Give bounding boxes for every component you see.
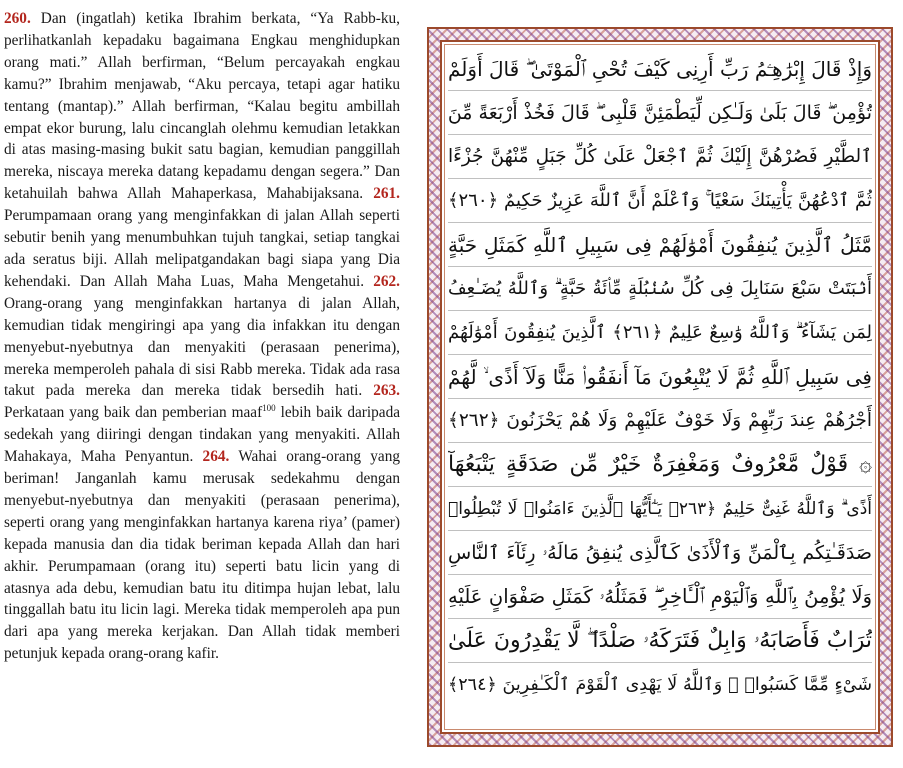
mushaf-line: ۞ قَوْلٌ مَّعْرُوفٌ وَمَغْفِرَةٌ خَيْرٌ مِّن صَدَقَةٍ يَتْبَعُهَآ: [448, 444, 872, 487]
mushaf-line: وَلَا يُؤْمِنُ بِٱللَّهِ وَٱلْيَوْمِ ٱلْـَٔاخِرِ ۖ فَمَثَلُهُۥ كَمَثَلِ صَفْوَانٍ عَلَيْهِ: [448, 576, 872, 619]
verse-text-262: Orang-orang yang menginfakkan hartanya di jalan Allah, kemudian tidak mengiringi apa yang dia infakkan itu dengan menyebut-nyebutnya dan menyakiti (perasaan penerima), mereka memperoleh pahala di sisi Rabb mereka. Tidak ada rasa takut pada mereka dan mereka tidak bersedih hati.: [4, 294, 400, 400]
mushaf-line: شَىْءٍ مِّمَّا كَسَبُوا۟ ۗ وَٱللَّهُ لَا يَهْدِى ٱلْقَوْمَ ٱلْكَـٰفِرِينَ ﴿٢٦٤﴾: [448, 675, 872, 695]
mushaf-page: [440, 40, 880, 734]
mushaf-line: أَنۢبَتَتْ سَبْعَ سَنَابِلَ فِى كُلِّ سُنۢبُلَةٍ مِّا۟ئَةُ حَبَّةٍ ۗ وَٱللَّهُ يُضَـٰعِفُ: [448, 268, 872, 311]
verse-text-263-part-a: Perkataan yang baik dan pemberian maaf: [4, 404, 263, 422]
mushaf-line: لِمَن يَشَآءُ ۗ وَٱللَّهُ وَٰسِعٌ عَلِيمٌ ﴿٢٦١﴾ ٱلَّذِينَ يُنفِقُونَ أَمْوَٰلَهُمْ: [448, 312, 872, 355]
verse-number-264: 264.: [202, 448, 230, 466]
verse-number-262: 262.: [373, 272, 400, 290]
verse-number-261: 261.: [373, 185, 401, 203]
mushaf-line: صَدَقَـٰتِكُم بِٱلْمَنِّ وَٱلْأَذَىٰ كَٱلَّذِى يُنفِقُ مَالَهُۥ رِئَآءَ ٱلنَّاسِ: [448, 532, 872, 575]
mushaf-line: تُؤْمِن ۖ قَالَ بَلَىٰ وَلَـٰكِن لِّيَطْمَئِنَّ قَلْبِى ۖ قَالَ فَخُذْ أَرْبَعَةً مِّنَ: [448, 92, 872, 135]
mushaf-line: فِى سَبِيلِ ٱللَّهِ ثُمَّ لَا يُتْبِعُونَ مَآ أَنفَقُوا۟ مَنًّا وَلَآ أَذًى ۙ لَّهُمْ: [448, 356, 872, 399]
verse-text-263-part-b: lebih baik daripada sedekah yang diiringi dengan tindakan yang menyakiti. Allah Mahakaya, Maha Penyantun.: [4, 404, 401, 466]
verse-text-264: Wahai orang-orang yang beriman! Janganlah kamu merusak sedekahmu dengan menyebut-nyebutnya dan menyakiti (perasaan penerima), seperti orang yang menginfakkan hartanya karena riya’ (pamer) kepada manusia dan dia tidak beriman kepada Allah dan hari akhir. Perumpamaan (orang itu) seperti batu licin yang di atasnya ada debu, kemudian batu itu ditimpa hujan lebat, lalu tinggallah batu itu licin lagi. Mereka tidak memperoleh apa pun dari apa yang mereka kerjakan. Dan Allah tidak memberi petunjuk kepada orang-orang kafir.: [4, 448, 400, 663]
verse-number-263: 263.: [373, 382, 400, 400]
mushaf-line: وَإِذْ قَالَ إِبْرَٰهِـۧمُ رَبِّ أَرِنِى كَيْفَ تُحْىِ ٱلْمَوْتَىٰ ۖ قَالَ أَوَلَمْ: [448, 48, 872, 91]
mushaf-line: ثُمَّ ٱدْعُهُنَّ يَأْتِينَكَ سَعْيًا ۚ وَٱعْلَمْ أَنَّ ٱللَّهَ عَزِيزٌ حَكِيمٌ ﴿٢٦٠﴾: [448, 180, 872, 223]
translation-column: [4, 8, 400, 665]
verse-text-261: Perumpamaan orang yang menginfakkan di jalan Allah seperti sebutir benih yang menumbuhkan tujuh tangkai, setiap tangkai ada seratus biji. Allah melipatgandakan bagi siapa yang Dia kehendaki. Dan Allah Maha Luas, Maha Mengetahui.: [4, 207, 400, 290]
mushaf-ornamental-frame: [427, 27, 893, 747]
verse-number-260: 260.: [4, 10, 31, 27]
mushaf-line: ٱلطَّيْرِ فَصُرْهُنَّ إِلَيْكَ ثُمَّ ٱجْعَلْ عَلَىٰ كُلِّ جَبَلٍ مِّنْهُنَّ جُزْءًا: [448, 136, 872, 179]
mushaf-line: أَجْرُهُمْ عِندَ رَبِّهِمْ وَلَا خَوْفٌ عَلَيْهِمْ وَلَا هُمْ يَحْزَنُونَ ﴿٢٦٢﴾: [448, 400, 872, 443]
verse-text-260: Dan (ingatlah) ketika Ibrahim berkata, “Ya Rabb-ku, perlihatkanlah kepadaku bagaimana Engkau menghidupkan orang mati.” Allah berfirman, “Belum percayakah engkau kamu?” Ibrahim menjawab, “Aku percaya, tetapi agar hatiku tentang (mantap).” Allah berfirman, “Kalau begitu ambillah empat ekor burung, lalu cincanglah olehmu kemudian letakkan di atas masing-masing bukit satu bagian, kemudian panggillah mereka, niscaya mereka datang kepadamu dengan segera.” Dan ketahuilah bahwa Allah Mahaperkasa, Mahabijaksana.: [4, 10, 401, 203]
mushaf-line: أَذًى ۗ وَٱللَّهُ غَنِىٌّ حَلِيمٌ ﴿٢٦٣﴾ يَـٰٓأَيُّهَا ٱلَّذِينَ ءَامَنُوا۟ لَا تُبْطِلُوا۟: [448, 488, 872, 531]
mushaf-line: تُرَابٌ فَأَصَابَهُۥ وَابِلٌ فَتَرَكَهُۥ صَلْدًا ۖ لَّا يَقْدِرُونَ عَلَىٰ: [448, 620, 872, 663]
mushaf-line: مَّثَلُ ٱلَّذِينَ يُنفِقُونَ أَمْوَٰلَهُمْ فِى سَبِيلِ ٱللَّهِ كَمَثَلِ حَبَّةٍ: [448, 224, 872, 267]
footnote-marker: 100: [262, 403, 276, 414]
